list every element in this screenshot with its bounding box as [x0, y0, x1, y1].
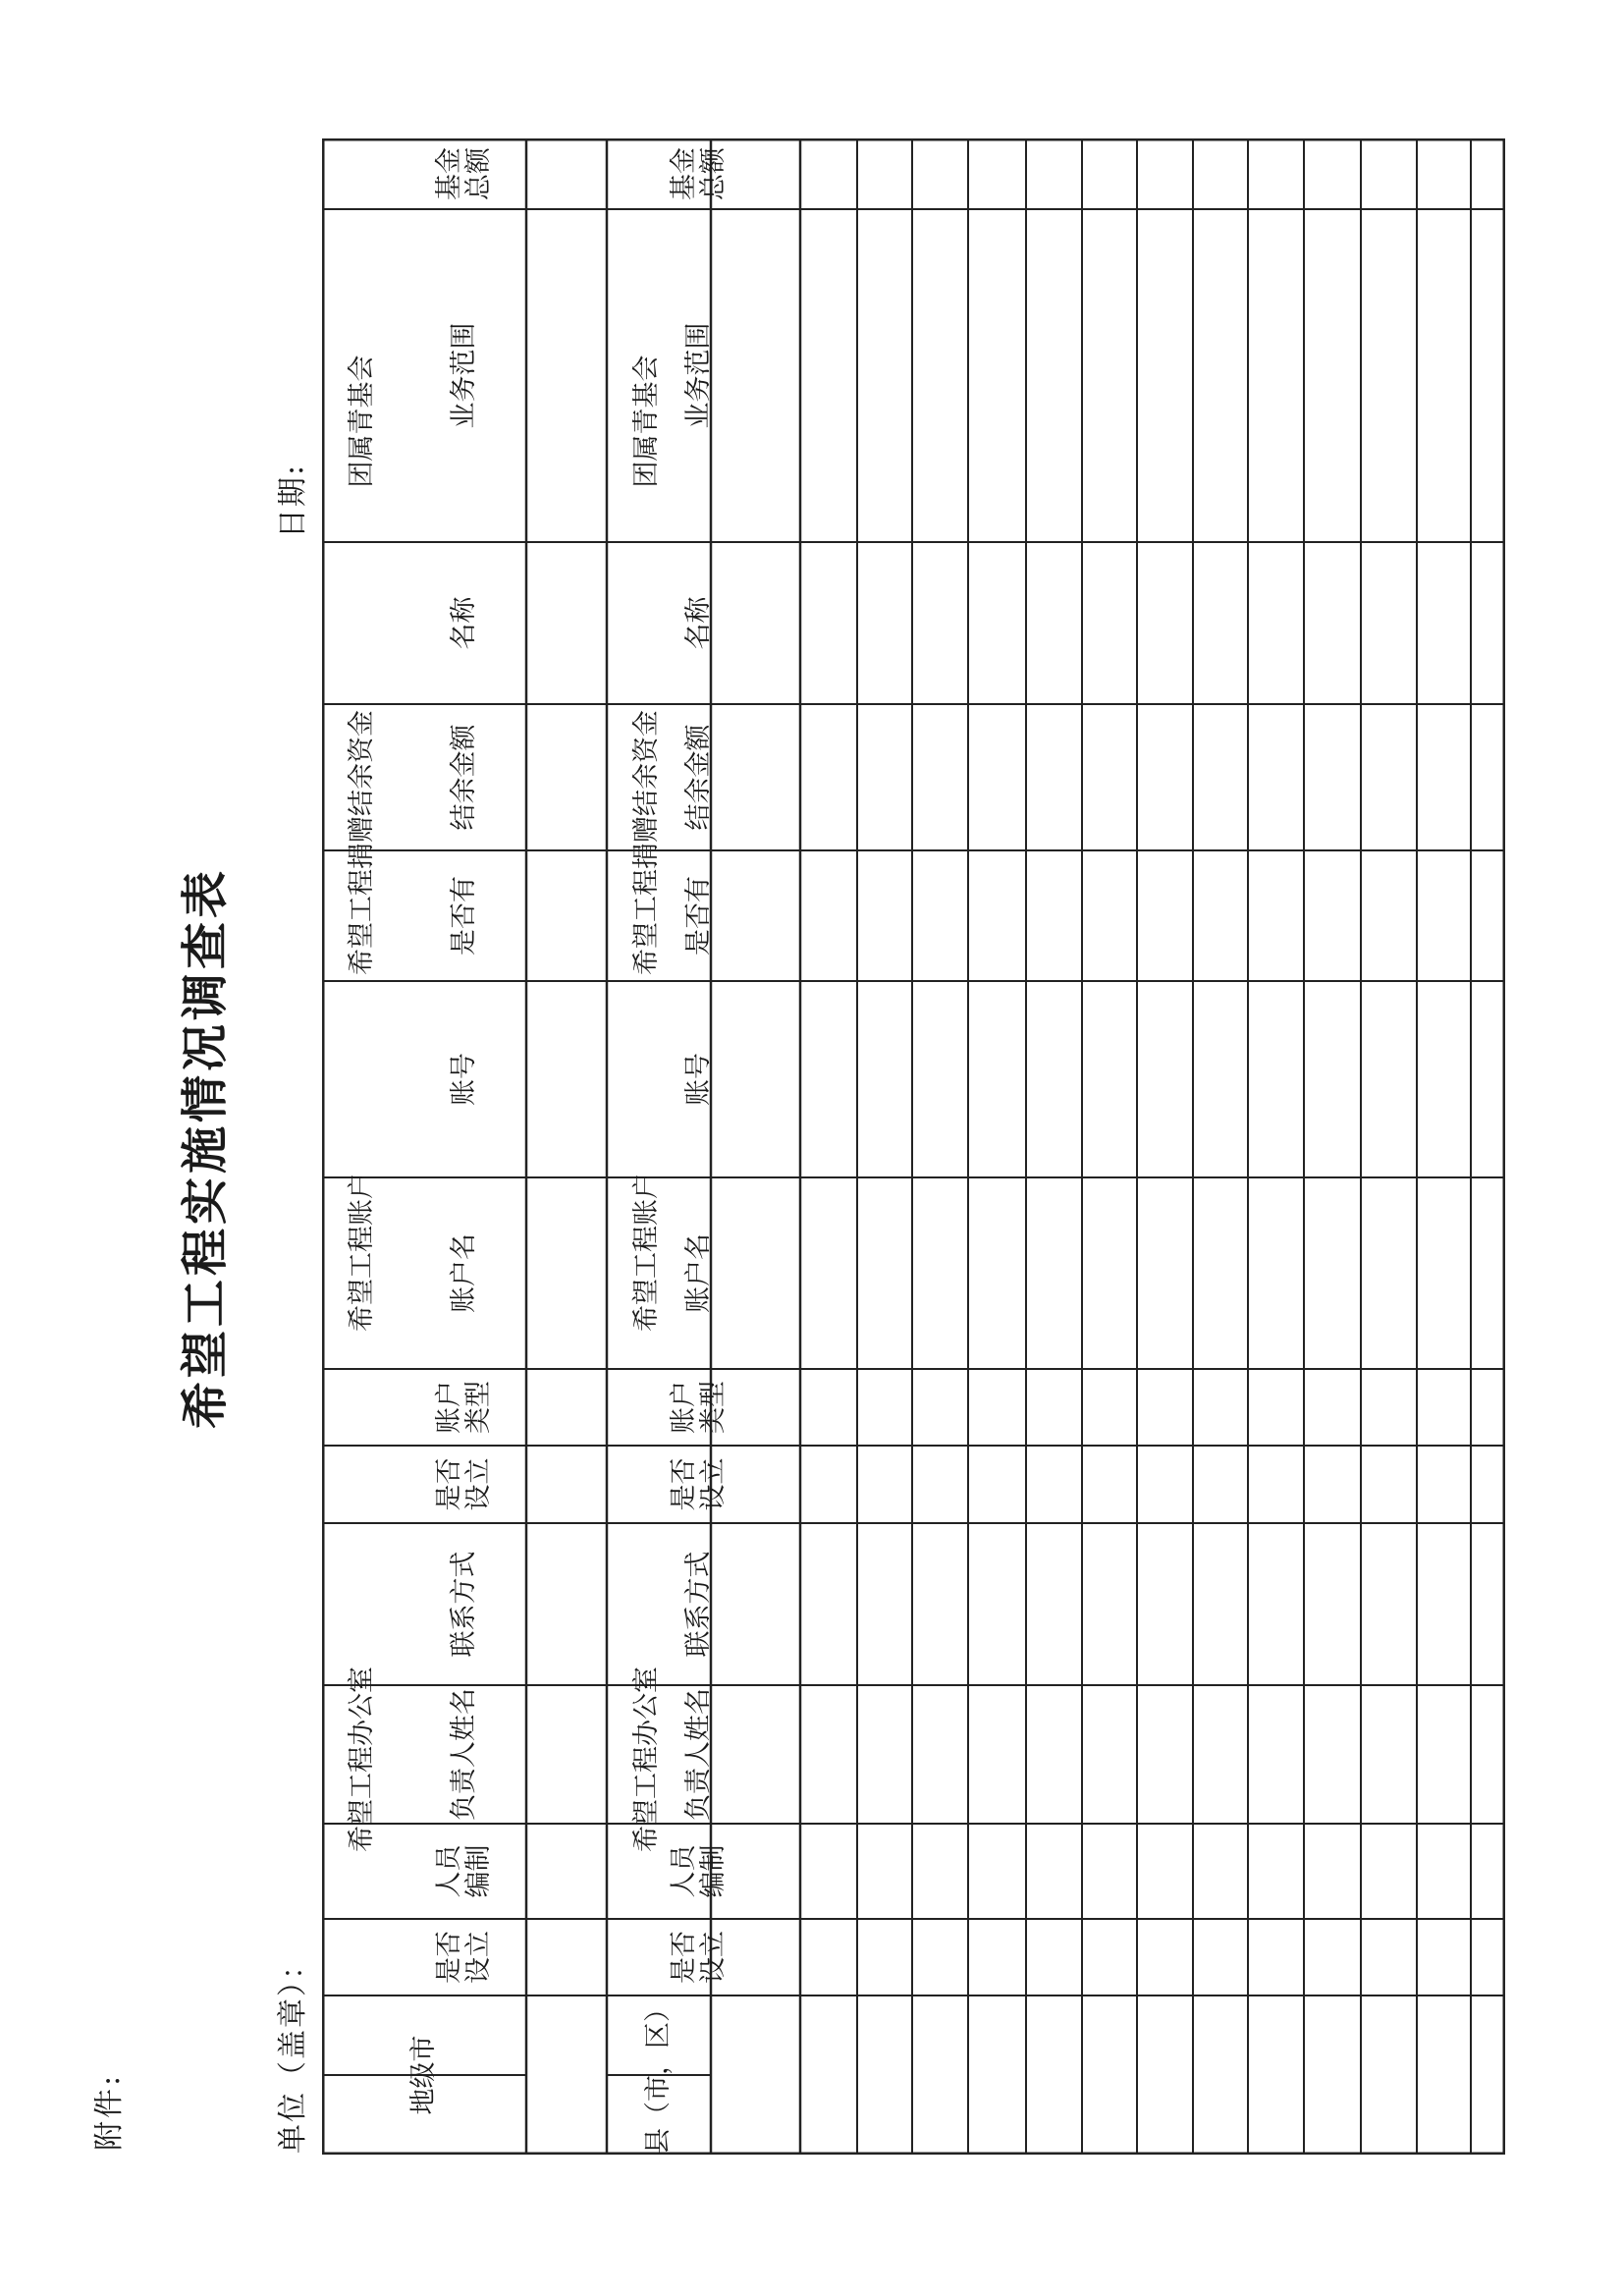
column-header: 账号	[448, 1053, 479, 1106]
column-header: 基金总额	[433, 147, 494, 200]
column-header: 人员 编制	[668, 1844, 729, 1898]
column-header: 账户 类型	[668, 1381, 729, 1434]
group-youth-foundation: 团属青基会	[346, 355, 377, 488]
attachment-label: 附件:	[92, 2072, 127, 2151]
column-header: 是否有	[682, 876, 714, 956]
survey-table	[322, 138, 1505, 2155]
column-header: 账户 类型	[433, 1381, 494, 1434]
date-label: 日期:	[276, 463, 310, 538]
column-header: 结余金额	[448, 724, 479, 831]
unit-stamp-label: 单位（盖章）：	[276, 1948, 310, 2154]
column-header: 人员 编制	[433, 1844, 494, 1898]
column-header: 业务范围	[682, 322, 714, 429]
group-youth-foundation: 团属青基会	[630, 355, 662, 488]
document-title: 希望工程实施情况调查表	[178, 867, 233, 1430]
column-header: 是否 设立	[433, 1931, 494, 1984]
column-header: 是否 设立	[668, 1457, 729, 1511]
column-header: 负责人姓名	[448, 1688, 479, 1821]
column-header: 账户名	[682, 1233, 714, 1313]
column-header: 联系方式	[682, 1551, 714, 1658]
column-header: 负责人姓名	[682, 1688, 714, 1821]
column-header: 基金总额	[668, 147, 729, 200]
row-label-prefecture-city: 地级市	[408, 2035, 439, 2115]
row-label-county: 县（市，区）	[643, 1995, 674, 2155]
column-header: 名称	[682, 596, 714, 650]
group-donation-balance: 希望工程捐赠结余资金	[630, 710, 662, 975]
column-header: 业务范围	[448, 322, 479, 429]
group-hope-office: 希望工程办公室	[630, 1667, 662, 1852]
column-header: 联系方式	[448, 1551, 479, 1658]
column-header: 名称	[448, 596, 479, 650]
group-hope-account: 希望工程账户	[630, 1173, 662, 1332]
column-header: 账号	[682, 1053, 714, 1106]
column-header: 是否 设立	[433, 1457, 494, 1511]
group-hope-office: 希望工程办公室	[346, 1667, 377, 1852]
column-header: 是否 设立	[668, 1931, 729, 1984]
column-header: 账户名	[448, 1233, 479, 1313]
column-header: 是否有	[448, 876, 479, 956]
column-header: 结余金额	[682, 724, 714, 831]
group-donation-balance: 希望工程捐赠结余资金	[346, 710, 377, 975]
group-hope-account: 希望工程账户	[346, 1173, 377, 1332]
